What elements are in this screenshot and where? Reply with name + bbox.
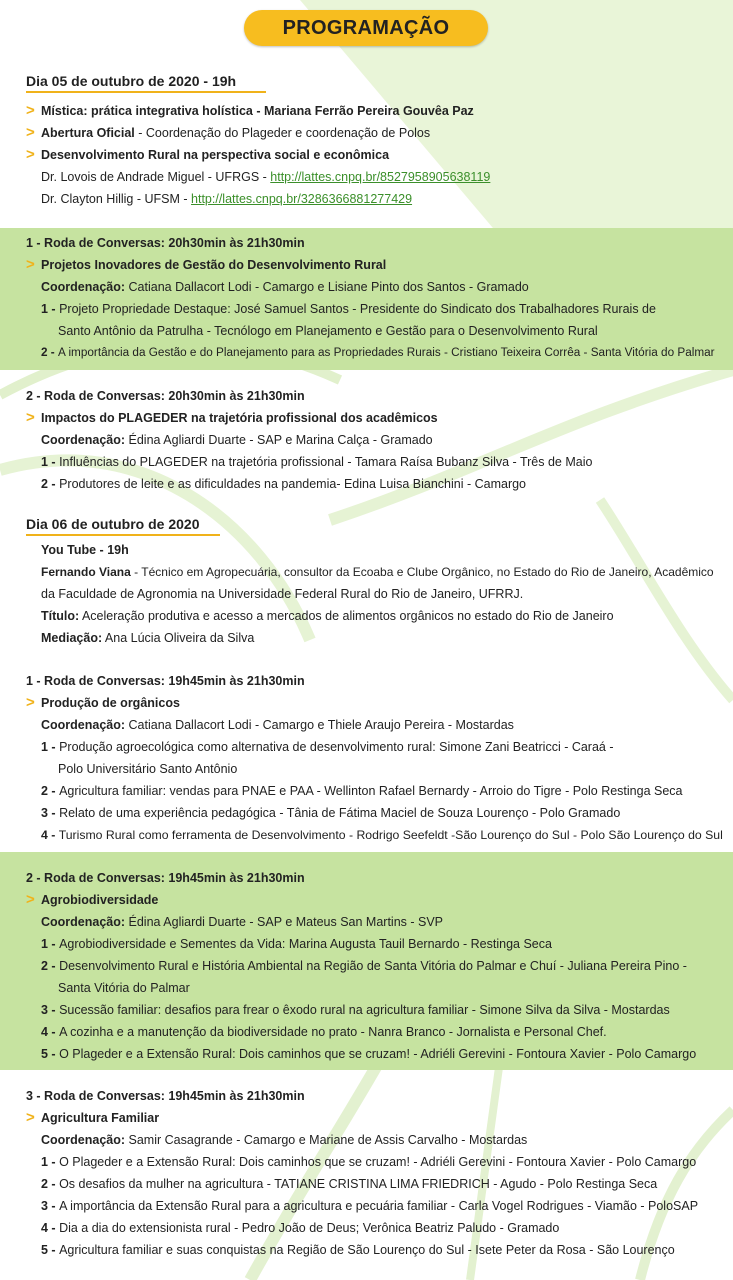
item-text: A importância da Extensão Rural para a agricultura e pecuária familiar - Carla Vogel Rodrigues - Viamão - PoloSAP (59, 1199, 699, 1213)
speaker-lovois-name: Dr. Lovois de Andrade Miguel - UFRGS - (41, 170, 271, 184)
roda-item (41, 345, 715, 361)
day1-heading: Dia 05 de outubro de 2020 - 19h (26, 73, 237, 89)
roda-heading: 2 - Roda de Conversas: 20h30min às 21h30min (26, 389, 305, 403)
item-number: 3 - (41, 806, 60, 820)
item-number: 1 - (41, 937, 60, 951)
item-number: 4 - (41, 1025, 60, 1039)
item-text: Turismo Rural como ferramenta de Desenvolvimento - Rodrigo Seefeldt -São Lourenço do Sul - Polo São Lourenço do Sul (58, 828, 723, 842)
item-text: Influências do PLAGEDER na trajetória profissional - Tamara Raísa Bubanz Silva - Três de Maio (59, 455, 593, 469)
coordination-label: Coordenação: (41, 433, 126, 447)
item-number: 4 - (41, 828, 59, 842)
chevron-right-icon: > (26, 146, 35, 163)
roda-item (41, 936, 552, 952)
roda-item (41, 783, 683, 799)
roda-item (41, 1220, 559, 1236)
day1-underline (26, 91, 266, 93)
speaker-fernando-bio-continuation: da Faculdade de Agronomia na Universidade Federal Rural do Rio de Janeiro, UFRRJ. (41, 587, 524, 601)
speaker-fernando-name: Fernando Viana (41, 565, 131, 579)
roda-theme: Projetos Inovadores de Gestão do Desenvolvimento Rural (41, 258, 387, 272)
item-text: Agricultura familiar e suas conquistas na Região de São Lourenço do Sul - Isete Peter da Rosa - São Lourenço (59, 1243, 675, 1257)
item-number: 1 - (41, 1155, 60, 1169)
roda-item (41, 1242, 675, 1258)
roda-item (41, 1176, 657, 1192)
roda-coordination (41, 1132, 527, 1148)
item-number: 2 - (41, 784, 60, 798)
speaker-lovois (41, 169, 490, 185)
page-title: PROGRAMAÇÃO (282, 17, 450, 39)
item-text: Dia a dia do extensionista rural - Pedro João de Deus; Verônica Beatriz Paludo - Gramado (59, 1221, 560, 1235)
item-number: 5 - (41, 1047, 60, 1061)
roda-item (41, 454, 592, 470)
speaker-fernando-bio: - Técnico em Agropecuária, consultor da Ecoaba e Clube Orgânico, no Estado do Rio de Janeiro, Acadêmico (130, 565, 714, 579)
roda-heading: 2 - Roda de Conversas: 19h45min às 21h30min (26, 871, 305, 885)
roda-heading: 1 - Roda de Conversas: 20h30min às 21h30min (26, 236, 305, 250)
session-mistica: Mística: prática integrativa holística - Mariana Ferrão Pereira Gouvêa Paz (41, 104, 474, 118)
roda-theme: Agricultura Familiar (41, 1111, 160, 1125)
item-text: Sucessão familiar: desafios para frear o êxodo rural na agricultura familiar - Simone Silva da Silva - Mostardas (59, 1003, 670, 1017)
item-number: 1 - (41, 455, 60, 469)
item-number: 2 - (41, 477, 60, 491)
item-text: O Plageder e a Extensão Rural: Dois caminhos que se cruzam! - Adriéli Gerevini - Fontoura Xavier - Polo Camargo (59, 1155, 697, 1169)
item-number: 3 - (41, 1199, 60, 1213)
roda-item (41, 1024, 607, 1040)
chevron-right-icon: > (26, 694, 35, 711)
roda-item-continuation (58, 323, 598, 339)
roda-coordination (41, 279, 529, 295)
item-text: Projeto Propriedade Destaque: José Samuel Santos - Presidente do Sindicato dos Trabalhadores Rurais de (59, 302, 656, 316)
coordination-names: Catiana Dallacort Lodi - Camargo e Lisiane Pinto dos Santos - Gramado (125, 280, 529, 294)
day2-underline (26, 534, 220, 536)
speaker-clayton (41, 191, 412, 207)
mediation (41, 630, 254, 646)
talk-title (41, 608, 614, 624)
roda-coordination (41, 432, 433, 448)
session-desenvolvimento: Desenvolvimento Rural na perspectiva social e econômica (41, 148, 390, 162)
talk-title-text: Aceleração produtiva e acesso a mercados de alimentos orgânicos no estado do Rio de Janeiro (79, 609, 614, 623)
item-text: Desenvolvimento Rural e História Ambiental na Região de Santa Vitória do Palmar e Chuí - Juliana Pereira Pino - (59, 959, 687, 973)
roda-theme: Impactos do PLAGEDER na trajetória profissional dos acadêmicos (41, 411, 438, 425)
session-abertura-title: Abertura Oficial (41, 126, 135, 140)
chevron-right-icon: > (26, 891, 35, 908)
roda-heading: 3 - Roda de Conversas: 19h45min às 21h30min (26, 1089, 305, 1103)
talk-title-label: Título: (41, 609, 80, 623)
speaker-fernando (41, 564, 714, 580)
roda-item (41, 739, 614, 755)
coordination-names: Édina Agliardi Duarte - SAP e Marina Calça - Gramado (125, 433, 433, 447)
mediation-label: Mediação: (41, 631, 103, 645)
chevron-right-icon: > (26, 102, 35, 119)
youtube-label: You Tube - 19h (41, 543, 129, 557)
item-text: Agricultura familiar: vendas para PNAE e PAA - Wellinton Rafael Bernardy - Arroio do Tigre - Polo Restinga Seca (59, 784, 683, 798)
coordination-names: Édina Agliardi Duarte - SAP e Mateus San Martins - SVP (125, 915, 444, 929)
roda-item (41, 827, 723, 843)
coordination-label: Coordenação: (41, 718, 126, 732)
roda-item (41, 1046, 696, 1062)
item-text: Produtores de leite e as dificuldades na pandemia- Edina Luisa Bianchini - Camargo (59, 477, 527, 491)
item-number: 2 - (41, 346, 58, 359)
item-number: 1 - (41, 302, 60, 316)
roda-coordination (41, 914, 443, 930)
session-abertura (41, 125, 430, 141)
speaker-lovois-link[interactable]: http://lattes.cnpq.br/8527958905638119 (270, 170, 491, 184)
chevron-right-icon: > (26, 409, 35, 426)
chevron-right-icon: > (26, 1109, 35, 1126)
item-number: 4 - (41, 1221, 60, 1235)
speaker-clayton-name: Dr. Clayton Hillig - UFSM - (41, 192, 192, 206)
roda-item (41, 476, 526, 492)
item-text: Santo Antônio da Patrulha - Tecnólogo em Planejamento e Gestão para o Desenvolvimento Rural (58, 324, 598, 338)
coordination-label: Coordenação: (41, 1133, 126, 1147)
coordination-names: Samir Casagrande - Camargo e Mariane de Assis Carvalho - Mostardas (125, 1133, 528, 1147)
item-text: Relato de uma experiência pedagógica - Tânia de Fátima Maciel de Souza Lourenço - Polo Gramado (59, 806, 621, 820)
roda-item (41, 805, 620, 821)
item-text: Os desafios da mulher na agricultura - TATIANE CRISTINA LIMA FRIEDRICH - Agudo - Polo Restinga Seca (59, 1177, 658, 1191)
chevron-right-icon: > (26, 256, 35, 273)
title-pill (244, 10, 488, 46)
roda-theme: Agrobiodiversidade (41, 893, 159, 907)
roda-coordination (41, 717, 514, 733)
roda-item (41, 1002, 670, 1018)
coordination-names: Catiana Dallacort Lodi - Camargo e Thiele Araujo Pereira - Mostardas (125, 718, 514, 732)
roda-item-continuation (58, 980, 190, 996)
roda-heading: 1 - Roda de Conversas: 19h45min às 21h30min (26, 674, 305, 688)
day2-heading: Dia 06 de outubro de 2020 (26, 516, 200, 532)
mediation-name: Ana Lúcia Oliveira da Silva (102, 631, 255, 645)
roda-item (41, 958, 687, 974)
item-text: Santa Vitória do Palmar (58, 981, 190, 995)
coordination-label: Coordenação: (41, 280, 126, 294)
item-text: Produção agroecológica como alternativa de desenvolvimento rural: Simone Zani Beatricci - Caraá - (59, 740, 614, 754)
roda-item (41, 301, 656, 317)
item-text: A cozinha e a manutenção da biodiversidade no prato - Nanra Branco - Jornalista e Personal Chef. (59, 1025, 607, 1039)
item-number: 3 - (41, 1003, 60, 1017)
item-text: Agrobiodiversidade e Sementes da Vida: Marina Augusta Tauil Bernardo - Restinga Seca (59, 937, 552, 951)
roda-item (41, 1154, 696, 1170)
item-number: 1 - (41, 740, 60, 754)
chevron-right-icon: > (26, 124, 35, 141)
item-number: 2 - (41, 1177, 60, 1191)
roda-item (41, 1198, 698, 1214)
roda-item-continuation (58, 761, 237, 777)
item-text: Polo Universitário Santo Antônio (58, 762, 238, 776)
session-abertura-desc: - Coordenação do Plageder e coordenação de Polos (134, 126, 431, 140)
speaker-clayton-link[interactable]: http://lattes.cnpq.br/3286366881277429 (191, 192, 413, 206)
coordination-label: Coordenação: (41, 915, 126, 929)
item-text: O Plageder e a Extensão Rural: Dois caminhos que se cruzam! - Adriéli Gerevini - Fontoura Xavier - Polo Camargo (59, 1047, 697, 1061)
roda-theme: Produção de orgânicos (41, 696, 180, 710)
item-text: A importância da Gestão e do Planejamento para as Propriedades Rurais - Cristiano Teixeira Corrêa - Santa Vitória do Palmar (57, 346, 715, 359)
item-number: 5 - (41, 1243, 60, 1257)
item-number: 2 - (41, 959, 60, 973)
